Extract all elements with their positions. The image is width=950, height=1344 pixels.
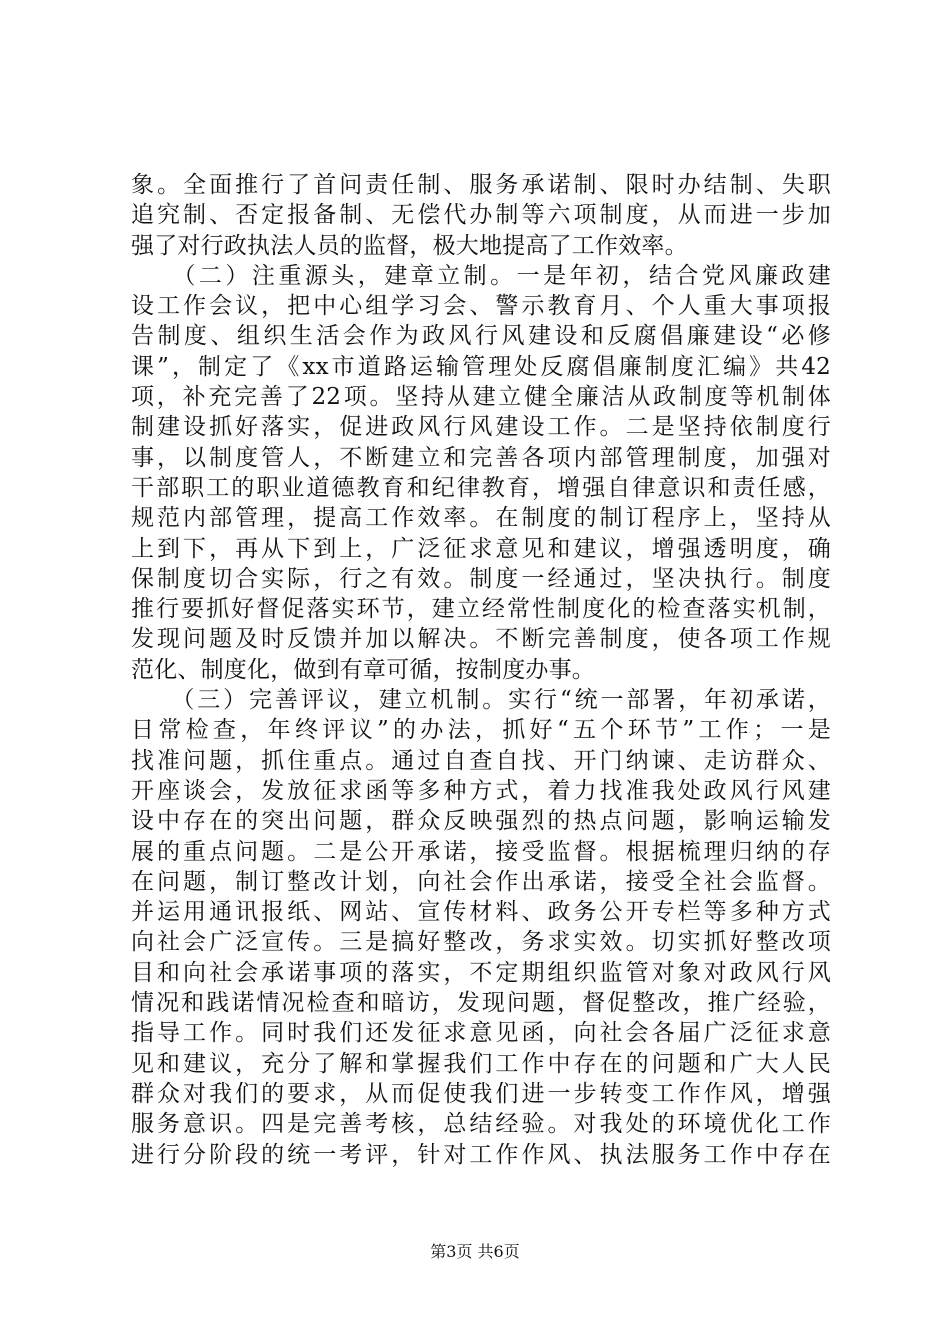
text-line: 干部职工的职业道德教育和纪律教育，增强自律意识和责任感， — [131, 474, 831, 501]
text-line: 发现问题及时反馈并加以解决。不断完善制度，使各项工作规 — [131, 626, 831, 653]
text-line: 保制度切合实际，行之有效。制度一经通过，坚决执行。制度 — [131, 565, 831, 592]
text-line: 目和向社会承诺事项的落实，不定期组织监管对象对政风行风 — [131, 959, 831, 986]
text-line: 制建设抓好落实，促进政风行风建设工作。二是坚持依制度行 — [131, 414, 831, 441]
text-line: 开座谈会，发放征求函等多种方式，着力找准我处政风行风建 — [131, 777, 831, 804]
text-line: 找准问题，抓住重点。通过自查自找、开门纳谏、走访群众、 — [131, 747, 831, 774]
text-line: 并运用通讯报纸、网站、宣传材料、政务公开专栏等多种方式 — [131, 899, 831, 926]
text-line: 告制度、组织生活会作为政风行风建设和反腐倡廉建设“必修 — [131, 323, 831, 350]
text-line: 日常检查，年终评议”的办法，抓好“五个环节”工作；一是 — [131, 717, 831, 744]
text-line: 服务意识。四是完善考核，总结经验。对我处的环境优化工作 — [131, 1111, 831, 1138]
text-line: 进行分阶段的统一考评，针对工作作风、执法服务工作中存在 — [131, 1141, 831, 1168]
text-line: 追究制、否定报备制、无偿代办制等六项制度，从而进一步加 — [131, 202, 831, 229]
text-line: 向社会广泛宣传。三是搞好整改，务求实效。切实抓好整改项 — [131, 929, 831, 956]
text-line: 范化、制度化，做到有章可循，按制度办事。 — [131, 656, 595, 683]
text-line: 课”，制定了《xx市道路运输管理处反腐倡廉制度汇编》共42 — [131, 353, 831, 380]
text-line: （二）注重源头，建章立制。一是年初，结合党风廉政建 — [131, 262, 831, 289]
text-line: 上到下，再从下到上，广泛征求意见和建议，增强透明度，确 — [131, 535, 831, 562]
text-line: 在问题，制订整改计划，向社会作出承诺，接受全社会监督。 — [131, 868, 831, 895]
text-line: （三）完善评议，建立机制。实行“统一部署，年初承诺， — [131, 687, 831, 714]
text-line: 展的重点问题。二是公开承诺，接受监督。根据梳理归纳的存 — [131, 838, 831, 865]
text-line: 情况和践诺情况检查和暗访，发现问题，督促整改，推广经验， — [131, 990, 831, 1017]
text-line: 规范内部管理，提高工作效率。在制度的制订程序上，坚持从 — [131, 505, 831, 532]
text-line: 见和建议，充分了解和掌握我们工作中存在的问题和广大人民 — [131, 1050, 831, 1077]
page-number: 第3页 共6页 — [430, 1242, 520, 1261]
page-footer — [0, 1242, 950, 1262]
text-line: 事，以制度管人，不断建立和完善各项内部管理制度，加强对 — [131, 444, 831, 471]
text-line: 指导工作。同时我们还发征求意见函，向社会各届广泛征求意 — [131, 1020, 831, 1047]
body-text — [131, 170, 831, 1170]
text-line: 推行要抓好督促落实环节，建立经常性制度化的检查落实机制， — [131, 596, 831, 623]
text-line: 象。全面推行了首问责任制、服务承诺制、限时办结制、失职 — [131, 172, 831, 198]
text-line: 设工作会议，把中心组学习会、警示教育月、个人重大事项报 — [131, 293, 831, 320]
text-line: 设中存在的突出问题，群众反映强烈的热点问题，影响运输发 — [131, 808, 831, 835]
text-line: 项，补充完善了22项。坚持从建立健全廉洁从政制度等机制体 — [131, 384, 831, 411]
text-line: 群众对我们的要求，从而促使我们进一步转变工作作风，增强 — [131, 1080, 831, 1107]
text-line: 强了对行政执法人员的监督，极大地提高了工作效率。 — [131, 232, 688, 259]
